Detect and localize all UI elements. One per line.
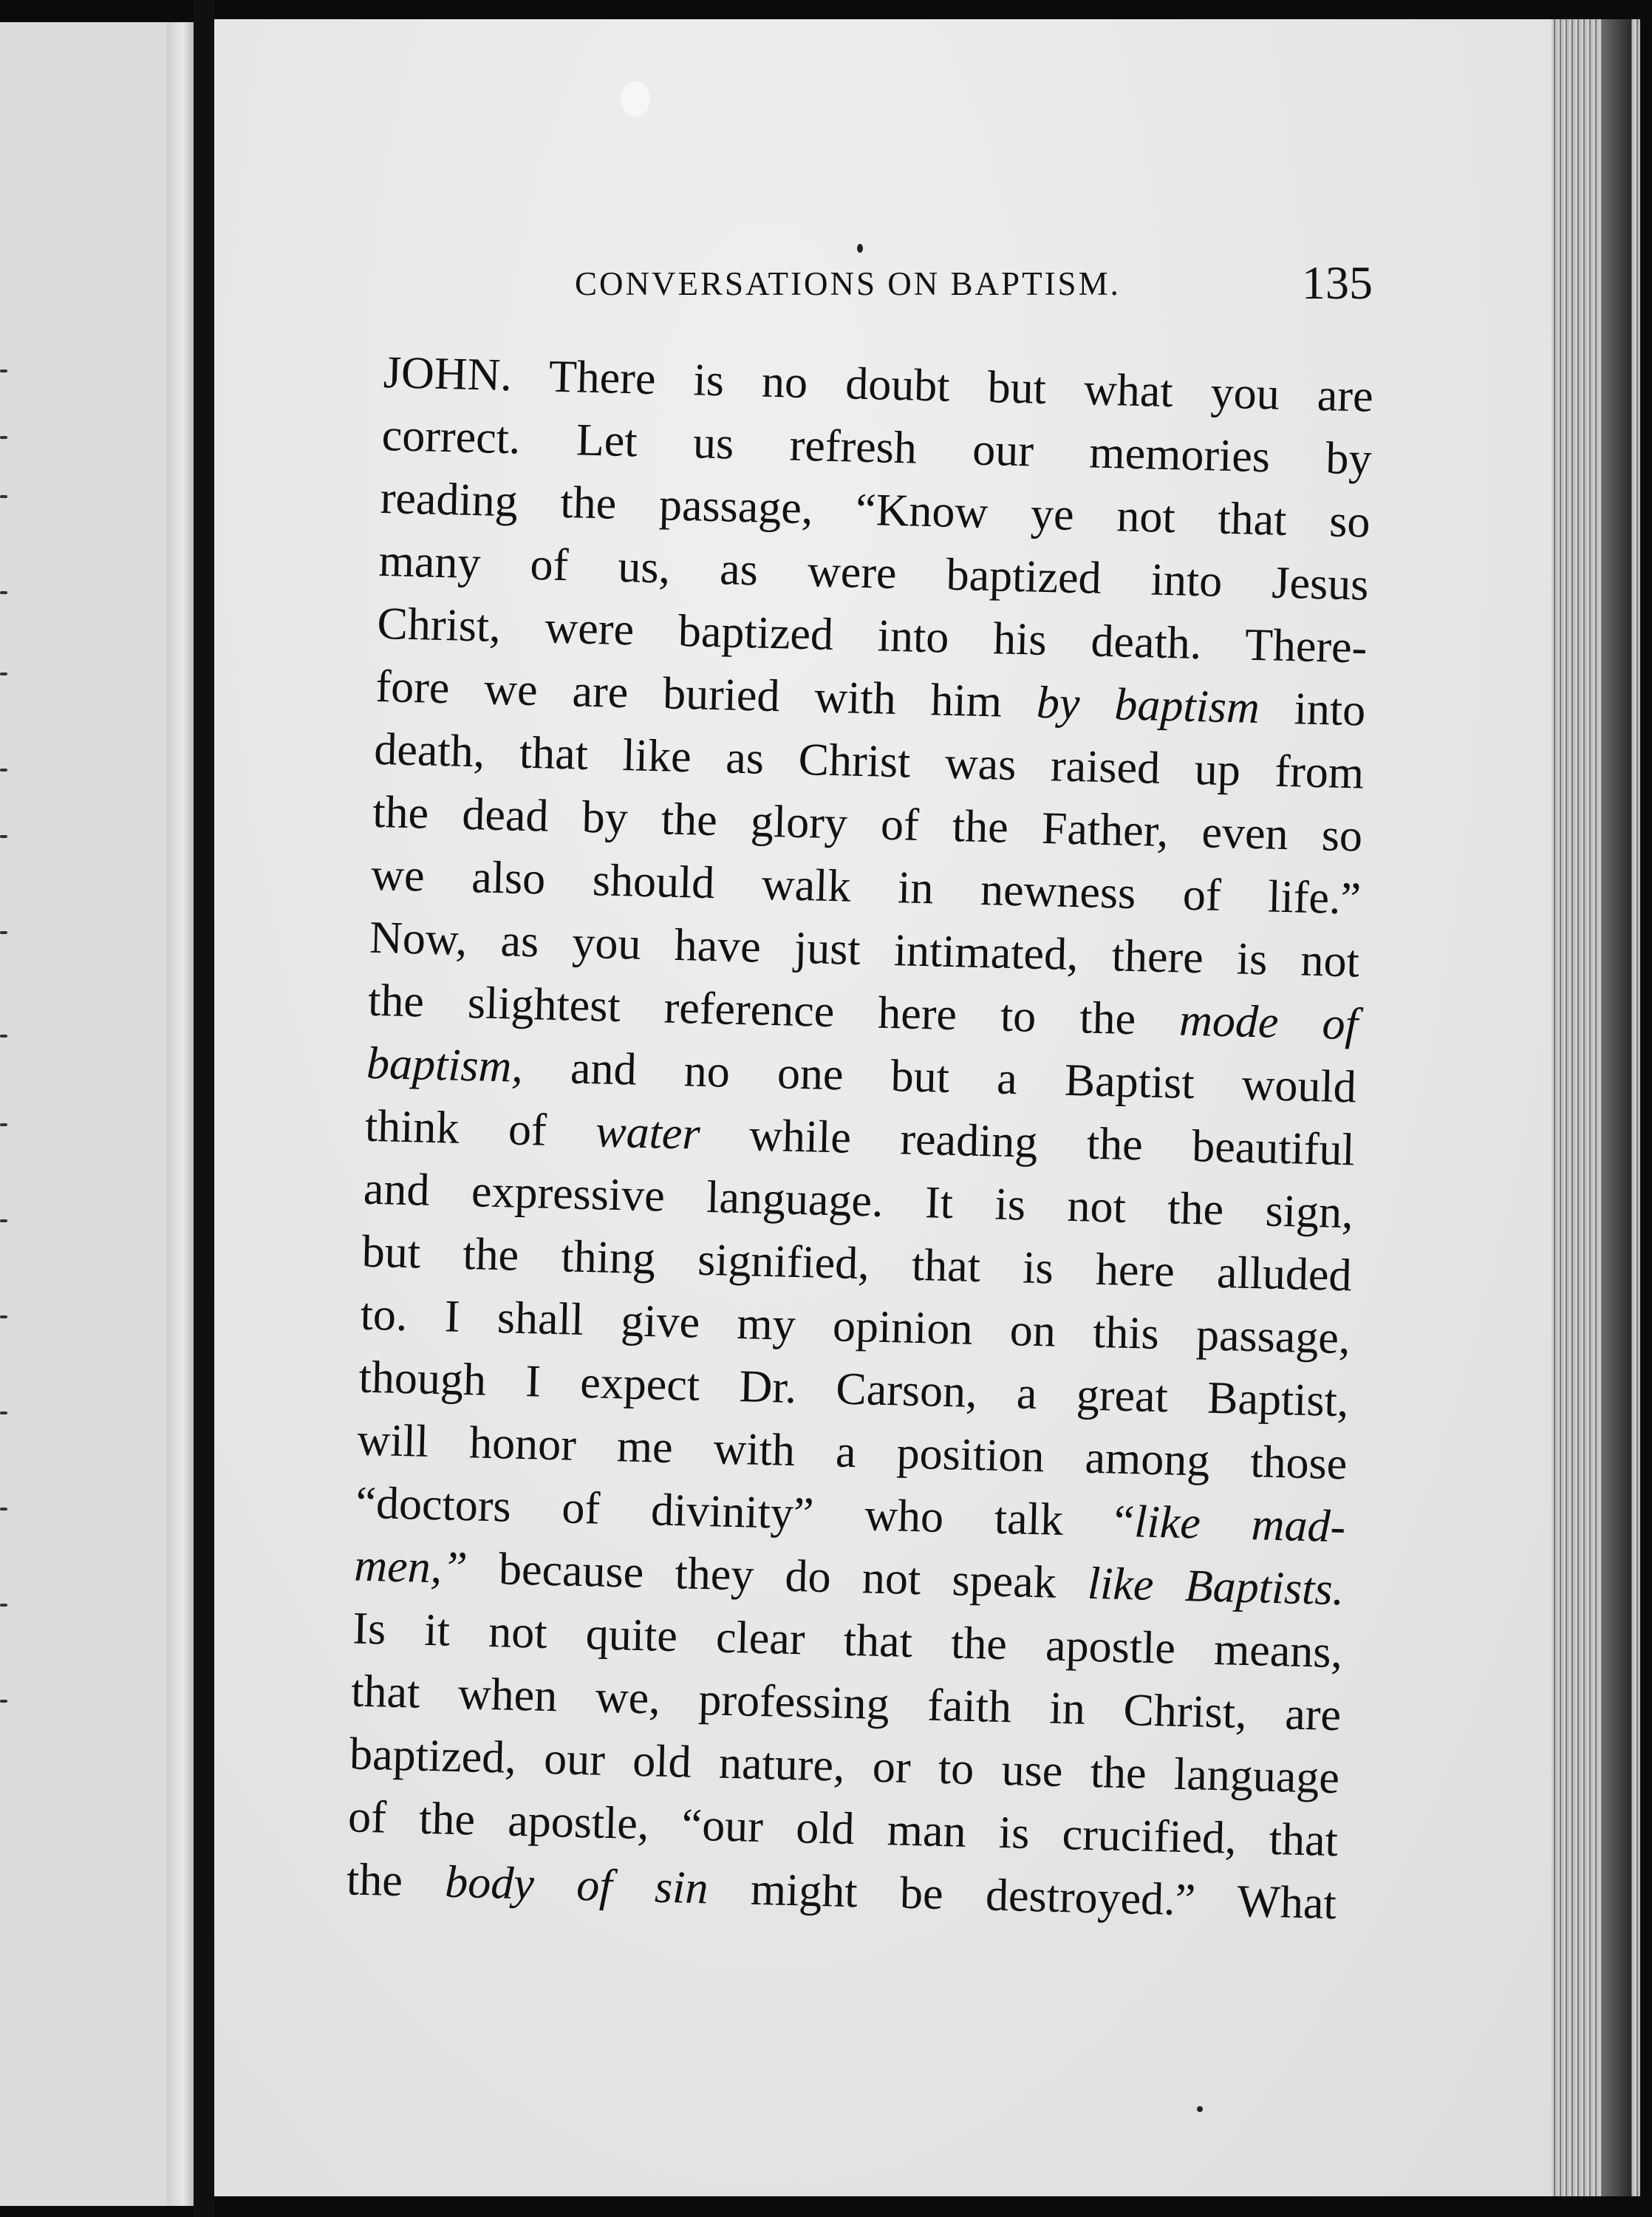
left-page-text-fragments xyxy=(0,22,10,2206)
text-segment: because they do not speak xyxy=(466,1543,1088,1609)
text-segment: “doctors of divinity” who talk “ xyxy=(355,1477,1136,1547)
text-segment: correct. Let us refresh our memories by xyxy=(381,409,1373,485)
page-number: 135 xyxy=(1302,256,1373,309)
page-header xyxy=(575,256,1373,312)
left-page-edge xyxy=(167,22,194,2206)
text-segment: death, that like as Christ was raised up from xyxy=(373,723,1365,799)
text-segment: we also should walk in newness of life.” xyxy=(370,849,1362,924)
text-segment: reading the passage, “Know ye not that so xyxy=(379,472,1371,548)
italic-phrase: body of sin xyxy=(444,1856,709,1914)
body-text xyxy=(346,341,1374,1935)
text-segment: will honor me with a position among those xyxy=(356,1414,1348,1490)
text-segment: Is it not quite clear that the apostle means, xyxy=(352,1603,1343,1678)
ink-speck xyxy=(857,244,863,253)
italic-phrase: like mad- xyxy=(1133,1496,1347,1553)
text-segment: while reading the beautiful xyxy=(699,1108,1356,1176)
text-segment: the xyxy=(346,1854,446,1907)
text-segment: There is no doubt but what you are xyxy=(511,350,1374,422)
text-segment: though I expect Dr. Carson, a great Baptist, xyxy=(358,1352,1350,1427)
ink-speck xyxy=(1197,2106,1203,2112)
left-page xyxy=(0,22,194,2206)
italic-phrase: mode of xyxy=(1178,995,1359,1050)
text-segment: fore we are buried with him xyxy=(375,661,1037,728)
text-segment: baptized, our old nature, or to use the language xyxy=(349,1729,1340,1804)
text-segment: but the thing signified, that is here alluded xyxy=(361,1226,1353,1301)
page-block-shadow xyxy=(1602,19,1631,2196)
text-segment: Christ, were baptized into his death. There- xyxy=(376,598,1368,673)
running-head: CONVERSATIONS ON BAPTISM. xyxy=(575,265,1121,302)
italic-phrase: baptism, xyxy=(366,1038,524,1092)
book-gutter xyxy=(194,0,214,2217)
text-segment: the dead by the glory of the Father, even so xyxy=(372,786,1363,862)
text-segment: of the apostle, “our old man is crucified, that xyxy=(347,1791,1339,1867)
italic-phrase: water xyxy=(595,1106,701,1159)
text-segment: many of us, as were baptized into Jesus xyxy=(378,535,1370,610)
speaker-name: JOHN. xyxy=(383,347,513,401)
text-segment: might be destroyed.” What xyxy=(707,1863,1337,1930)
text-segment: Now, as you have just intimated, there is not xyxy=(369,912,1360,987)
text-segment: and expressive language. It is not the sign, xyxy=(363,1163,1354,1239)
text-segment: the slightest reference here to the xyxy=(367,975,1181,1046)
light-spot xyxy=(621,81,650,117)
text-segment: and no one but a Baptist would xyxy=(522,1041,1357,1113)
text-segment: to. I shall give my opinion on this passage, xyxy=(359,1289,1351,1364)
text-segment: that when we, professing faith in Christ, are xyxy=(350,1666,1342,1741)
italic-phrase: by baptism xyxy=(1036,677,1260,734)
italic-phrase: men,” xyxy=(353,1540,468,1594)
text-segment: think of xyxy=(364,1100,597,1157)
text-segment: into xyxy=(1258,683,1367,736)
italic-phrase: like Baptists. xyxy=(1087,1558,1345,1615)
